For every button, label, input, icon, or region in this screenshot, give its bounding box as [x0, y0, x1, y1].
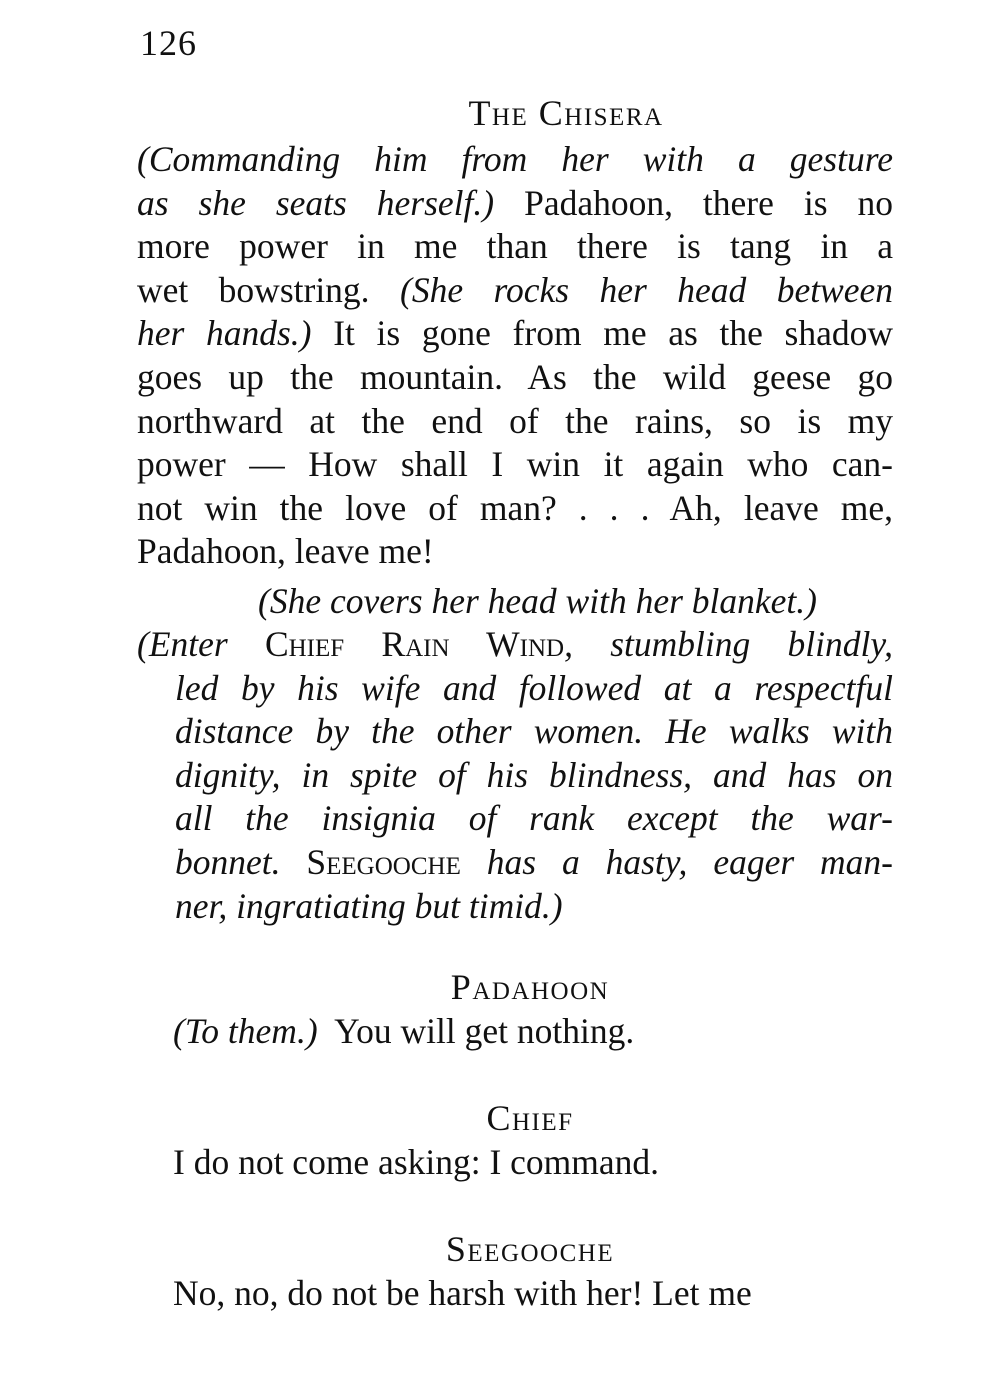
stage-direction-text: (She rocks her head between — [400, 269, 894, 310]
speech-text: You will get nothing. — [334, 1011, 635, 1051]
stage-direction-line — [137, 623, 893, 667]
speaker-name-chisera: The Chisera — [468, 93, 664, 133]
chisera-speech — [137, 138, 893, 574]
stage-direction-line: ner, ingratiating but timid.) — [175, 885, 563, 926]
stage-direction-blanket: (She covers her head with her blanket.) — [258, 581, 817, 621]
page-number: 126 — [140, 23, 197, 63]
stage-direction-line: led by his wife and followed at a respectful — [175, 667, 893, 708]
chief-speech: I do not come asking: I command. — [173, 1142, 660, 1182]
speech-line: Padahoon, leave me! — [137, 531, 434, 572]
speaker-name-padahoon: Padahoon — [450, 967, 610, 1007]
speech-line: more power in me than there is tang in a — [137, 226, 893, 267]
speech-text: Padahoon, there is no — [524, 182, 893, 223]
padahoon-speech — [173, 1010, 634, 1052]
speech-line — [137, 312, 893, 356]
stage-direction-text: (Enter — [137, 624, 228, 664]
stage-direction-text: as she seats herself.) — [137, 182, 495, 223]
speaker-name-chief: Chief — [486, 1098, 574, 1138]
speech-text: It is gone from me as the shadow — [333, 313, 894, 354]
stage-direction-text: (To them.) — [173, 1011, 318, 1051]
speech-line — [137, 269, 893, 313]
speech-line: northward at the end of the rains, so is my — [137, 400, 893, 441]
speech-line: goes up the mountain. As the wild geese go — [137, 356, 893, 397]
stage-direction-text: bonnet. — [175, 841, 281, 882]
speaker-name-seegooche: Seegooche — [445, 1229, 615, 1269]
stage-direction-text: has a hasty, eager man- — [486, 841, 893, 882]
stage-direction-line — [175, 841, 893, 885]
stage-direction-text: , stumbling blindly, — [564, 624, 893, 664]
character-name-seegooche: Seegooche — [306, 841, 461, 882]
stage-direction-line: (Commanding him from her with a gesture — [137, 139, 893, 179]
seegooche-speech: No, no, do not be harsh with her! Let me — [173, 1273, 752, 1313]
stage-direction-entrance — [137, 623, 893, 928]
speech-line: not win the love of man? . . . Ah, leave me, — [137, 487, 893, 528]
speech-line: power — How shall I win it again who can- — [137, 444, 893, 485]
speech-line — [137, 182, 893, 226]
stage-direction-line: all the insignia of rank except the war- — [175, 798, 893, 839]
stage-direction-line: distance by the other women. He walks with — [175, 711, 893, 752]
speech-text: wet bowstring. — [137, 269, 370, 310]
character-name-chief-rain-wind: Chief Rain Wind — [264, 624, 565, 664]
stage-direction-line: dignity, in spite of his blindness, and has on — [175, 754, 893, 795]
stage-direction-text: her hands.) — [137, 313, 312, 354]
